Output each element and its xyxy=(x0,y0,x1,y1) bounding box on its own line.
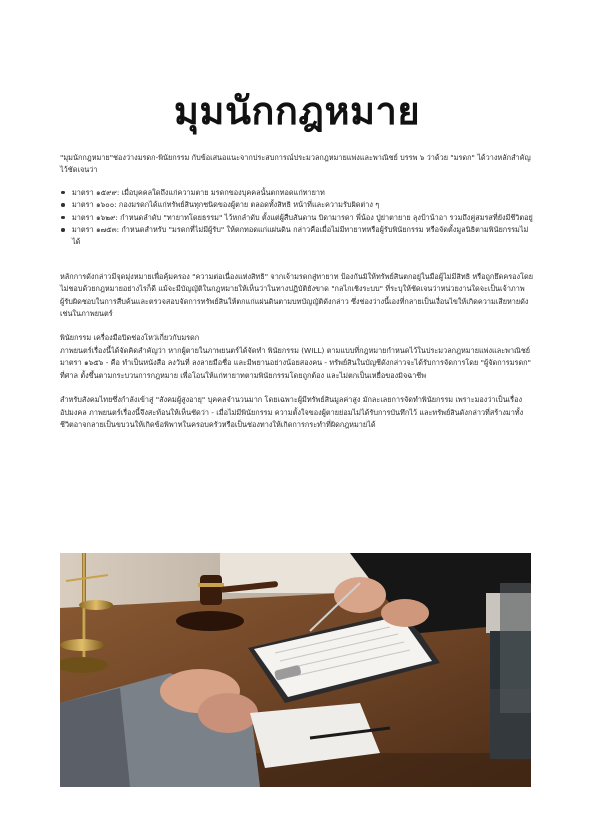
page-title: มุมนักกฎหมาย xyxy=(173,89,421,133)
paragraph-will: ภาพยนตร์เรื่องนี้ได้จัดคิดสำคัญว่า หากผู้ตายในภาพยนตร์ได้จัดทำ พินัยกรรม (WILL) ตามแบบที่กฎหมายกำหนดไว้ในประมวลกฎหมายแพ่งและพาณิชย์มาตรา ๑๖๕๖ - คือ ทำเป็นหนังสือ ลงวันที่ ลงลายมือชื่อ และมีพยานอย่างน้อยสองคน - ทรัพย์สินในบัญชีดังกล่าวจะได้รับการจัดการโดย "ผู้จัดการมรดก" ที่ศาล ตั้งขึ้นตามกระบวนการกฎหมาย เพื่อโอนให้แก่ทายาทตามพินัยกรรมโดยถูกต้อง และไม่ตกเป็นเหยื่อของมิจฉาชีพ xyxy=(60,345,531,380)
bullet-icon xyxy=(61,228,65,232)
section-heading-will: พินัยกรรม เครื่องมือปิดช่องโหว่เกี่ยวกับมรดก xyxy=(60,333,200,343)
law-section-list xyxy=(60,187,534,249)
list-item: มาตรา ๑๖๒๙: กำหนดลำดับ "ทายาทโดยธรรม" ไว้หกลำดับ ตั้งแต่ผู้สืบสันดาน บิดามารดา พี่น้อง ปู่ย่าตายาย ลุงป้าน้าอา รวมถึงคู่สมรสที่ยังมีชีวิตอยู่ xyxy=(60,212,534,224)
list-item: มาตรา ๑๗๕๓: กำหนดสำหรับ "มรดกที่ไม่มีผู้รับ" ให้ตกทอดแก่แผ่นดิน กล่าวคือเมื่อไม่มีทายาทหรือผู้รับพินัยกรรม หรือจัดตั้งมูลนิธิตามพินัยกรรมไม่ได้ xyxy=(60,224,534,249)
list-item: มาตรา ๑๖๐๐: กองมรดกได้แก่ทรัพย์สินทุกชนิดของผู้ตาย ตลอดทั้งสิทธิ หน้าที่และความรับผิดต่าง ๆ xyxy=(60,199,534,211)
bullet-icon xyxy=(61,191,65,195)
bullet-icon xyxy=(61,216,65,220)
list-item: มาตรา ๑๕๙๙: เมื่อบุคคลใดถึงแก่ความตาย มรดกของบุคคลนั้นตกทอดแก่ทายาท xyxy=(60,187,534,199)
bullet-icon xyxy=(61,203,65,207)
paragraph-aging-society: สำหรับสังคมไทยซึ่งกำลังเข้าสู่ "สังคมผู้สูงอายุ" บุคคลจำนวนมาก โดยเฉพาะผู้มีทรัพย์สินมูลค่าสูง มักละเลยการจัดทำพินัยกรรม เพราะมองว่าเป็นเรื่องอัปมงคล ภาพยนตร์เรื่องนี้จึงสะท้อนให้เห็นชัดว่า - เมื่อไม่มีพินัยกรรม ความตั้งใจของผู้ตายย่อมไม่ได้รับการบันทึกไว้ และทรัพย์สินดังกล่าวที่สร้างมาทั้งชีวิตอาจกลายเป็นขบวนให้เกิดข้อพิพาทในครอบครัวหรือเป็นช่องทางให้เกิดการกระทำที่ผิดกฎหมายได้ xyxy=(60,395,524,429)
paragraph-principle: หลักการดังกล่าวมีจุดมุ่งหมายเพื่อคุ้มครอง "ความต่อเนื่องแห่งสิทธิ" จากเจ้ามรดกสู่ทายาท ป้องกันมิให้ทรัพย์สินตกอยู่ในมือผู้ไม่มีสิทธิ หรือถูกยึดครองโดยไม่ชอบด้วยกฎหมายอย่างไรก็ดี แม้จะมีบัญญัติในกฎหมายให้เห็นว่าในทางปฏิบัติยังขาด "กลไกเชิงระบบ" ที่ระบุให้ชัดเจนว่าหน่วยงานใดจะเป็นเจ้าภาพผู้รับผิดชอบในการสืบค้นและตรวจสอบจัดการทรัพย์สินให้ตกแก่แผ่นดินตามบทบัญญัติดังกล่าว ซึ่งช่องว่างนี้เองที่กลายเป็นเงื่อนไขให้เกิดความเสียหายดังเช่นในภาพยนตร์ xyxy=(60,271,534,319)
article-body xyxy=(60,152,534,431)
intro-paragraph: "มุมนักกฎหมาย"ช่องว่างมรดก-พินัยกรรม กับข้อเสนอแนะจากประสบการณ์ประมวลกฎหมายแพ่งและพาณิชย์ บรรพ ๖ ว่าด้วย "มรดก" ได้วางหลักสำคัญไว้ชัดเจนว่า xyxy=(60,153,531,175)
lawyer-consultation-photo xyxy=(60,553,531,787)
